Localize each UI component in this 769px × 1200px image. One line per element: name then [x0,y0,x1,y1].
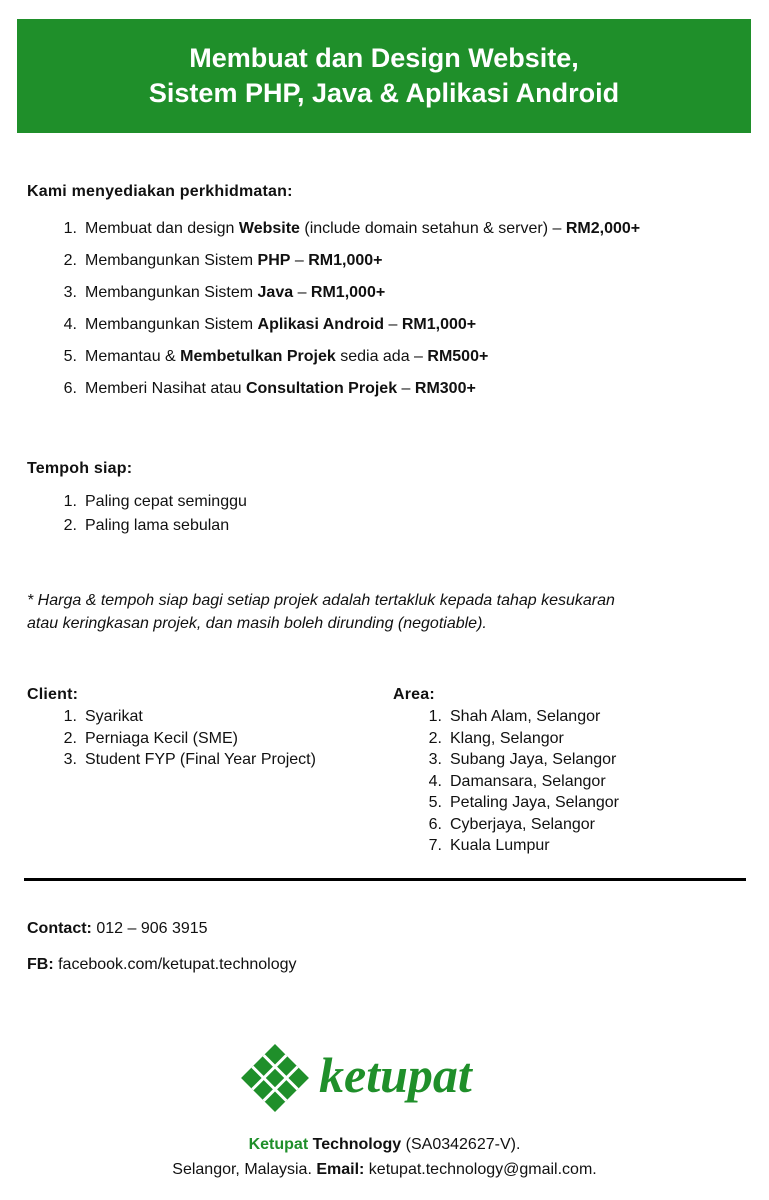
area-list [428,706,619,857]
email-link[interactable]: ketupat.technology@gmail.com. [364,1161,597,1178]
note-line-1: * Harga & tempoh siap bagi setiap projek adalah tertakluk kepada tahap kesukaran [27,592,615,609]
banner-title-line-1: Membuat dan Design Website, [189,43,579,73]
list-item: 3. Student FYP (Final Year Project) [63,751,316,768]
service-item: 5. Memantau & Membetulkan Projek sedia ada – RM500+ [63,348,489,365]
banner-title-line-2: Sistem PHP, Java & Aplikasi Android [148,78,620,108]
footer-location-email: Selangor, Malaysia. Email: ketupat.technology@gmail.com. [172,1161,597,1178]
list-item: 1. Shah Alam, Selangor [428,708,601,725]
client-list [63,706,316,771]
list-item: 2. Paling lama sebulan [63,517,230,534]
list-item: 2. Klang, Selangor [428,729,564,747]
area-heading: Area: [393,686,435,703]
service-item: 6. Memberi Nasihat atau Consultation Projek – RM300+ [63,380,476,397]
tempoh-list [63,490,247,538]
service-item: 4. Membangunkan Sistem Aplikasi Android – RM1,000+ [63,316,477,333]
list-item: 6. Cyberjaya, Selangor [428,815,595,833]
service-item: 3. Membangunkan Sistem Java – RM1,000+ [63,284,386,301]
ketupat-diamond-icon [241,1044,309,1112]
service-item: 2. Membangunkan Sistem PHP – RM1,000+ [63,252,383,269]
list-item: 3. Subang Jaya, Selangor [428,751,617,768]
list-item: 4. Damansara, Selangor [428,772,606,790]
contact-facebook: FB: facebook.com/ketupat.technology [27,956,297,973]
list-item: 5. Petaling Jaya, Selangor [428,794,619,811]
divider [24,878,746,881]
footer-company: Ketupat Technology (SA0342627-V). [248,1136,521,1153]
client-heading: Client: [27,686,79,703]
service-item: 1. Membuat dan design Website (include domain setahun & server) – RM2,000+ [63,220,641,237]
pricing-note [27,589,747,635]
title-banner [17,19,751,133]
facebook-link[interactable]: facebook.com/ketupat.technology [58,956,297,973]
contact-phone: Contact: 012 – 906 3915 [27,920,208,937]
tempoh-heading: Tempoh siap: [27,460,133,477]
note-line-2: atau keringkasan projek, dan masih boleh dirunding (negotiable). [27,615,487,632]
ketupat-logo [237,1040,537,1120]
list-item: 2. Perniaga Kecil (SME) [63,729,238,747]
list-item: 7. Kuala Lumpur [428,837,550,854]
list-item: 1. Paling cepat seminggu [63,493,247,510]
services-list [63,213,641,405]
logo-wordmark: ketupat [319,1047,472,1103]
services-heading: Kami menyediakan perkhidmatan: [27,183,293,200]
list-item: 1. Syarikat [63,708,143,725]
